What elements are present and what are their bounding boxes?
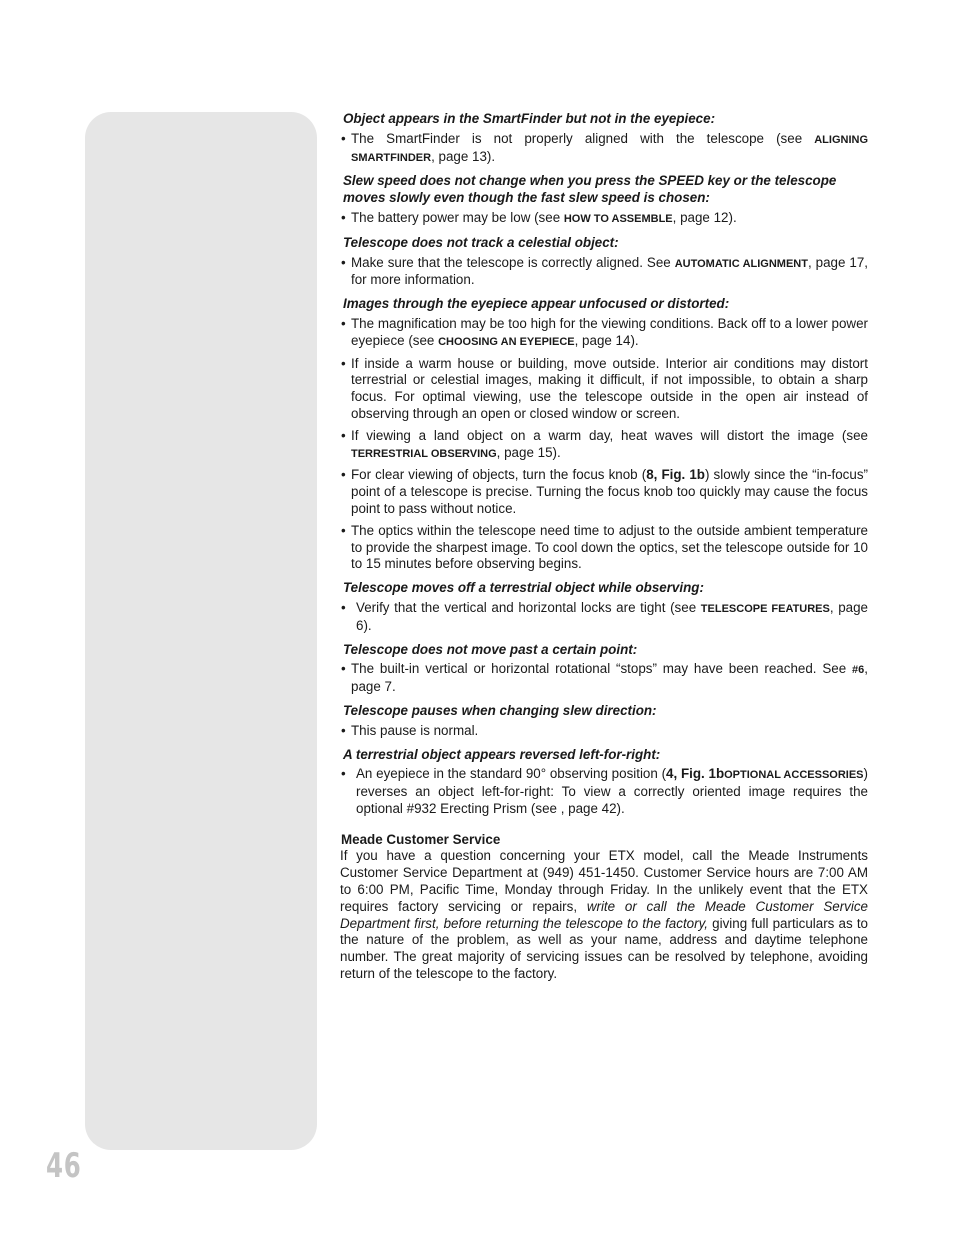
bullet-text [351,523,868,573]
bullet-text [351,723,868,740]
section-heading: Images through the eyepiece appear unfocused or distorted: [343,296,730,312]
section-heading: Telescope does not track a celestial object: [343,234,619,250]
section-reference: HOW TO ASSEMBLE [563,212,673,225]
page-number: 46 [46,1146,82,1186]
bullet-item [340,316,868,351]
bullet-text-part: , page 14). [574,332,639,348]
section-reference: TELESCOPE FEATURES [700,602,830,615]
service-italic-text: write or call the Meade Customer Service Department first, before returning the telescope to the factory, [340,898,868,931]
bullet-text-part: , page 13). [431,148,496,164]
troubleshooting-section [340,580,868,634]
bullet-text [351,210,868,228]
bullet-text-part: , page 6). [356,599,868,633]
section-heading: Telescope moves off a terrestrial object while observing: [343,580,704,596]
bullet-text-part: Make sure that the telescope is correctly aligned. See [351,254,675,270]
bullet-text-part: , page 42). [560,800,625,816]
bullet-marker: • [341,254,346,270]
section-heading: Object appears in the SmartFinder but not in the eyepiece: [343,111,716,126]
section-reference: TERRESTRIAL OBSERVING [351,447,497,460]
bullet-marker: • [341,130,346,146]
troubleshooting-section [340,747,868,818]
bullet-item [340,356,868,423]
bullet-marker: • [341,522,346,538]
bullet-marker: • [341,599,346,615]
troubleshooting-sections [340,111,868,818]
figure-reference: 4, Fig. 1b [666,766,725,782]
bullet-text-part: The built-in vertical or horizontal rotational “stops” may have been reached. See [351,661,853,677]
bullet-item [340,723,868,740]
section-heading: Telescope pauses when changing slew direction: [343,702,657,718]
bullet-marker: • [341,467,346,483]
sidebar-panel [85,112,317,1150]
bullet-text [351,661,868,696]
bullet-marker: • [341,315,346,331]
section-reference: #6 [852,664,865,677]
main-content [340,111,868,983]
bullet-text [356,600,868,635]
section-heading: Telescope does not move past a certain point: [343,641,638,657]
bullet-text-part: , page 12). [672,209,737,225]
bullet-text [351,316,868,351]
service-title: Meade Customer Service [341,831,501,847]
bullet-item [340,661,868,696]
bullet-text [351,356,868,423]
bullet-text [351,467,868,517]
service-text-2: giving full particulars as to the nature of the problem, as well as your name, address and daytime telephone number. The great majority of servicing issues can be resolved by telephone, avoiding return of the telescope to the factory. [340,915,868,982]
section-reference: AUTOMATIC ALIGNMENT [674,257,808,270]
troubleshooting-section [340,111,868,166]
bullet-text [351,255,868,290]
bullet-text-part: The magnification may be too high for the viewing conditions. Back off to a lower power eyepiece (see [351,315,868,348]
bullet-item [340,210,868,228]
figure-reference: 8, Fig. 1b [646,467,705,483]
troubleshooting-section [340,703,868,740]
troubleshooting-section [340,642,868,696]
bullet-marker: • [341,661,346,677]
service-body [340,848,868,982]
bullet-item [340,131,868,167]
bullet-text-part: The optics within the telescope need time to adjust to the outside ambient temperature to provide the sharpest image. To cool down the optics, set the telescope outside for 10 to 15 minutes before observing begins. [351,522,868,572]
bullet-item [340,255,868,290]
bullet-text-part: , page 7. [351,661,868,695]
section-reference: CHOOSING AN EYEPIECE [438,335,575,348]
section-heading: Slew speed does not change when you press the SPEED key or the telescope moves slowly even though the fast slew speed is chosen: [343,173,837,206]
bullet-text-part: If inside a warm house or building, move outside. Interior air conditions may distort terrestrial or celestial images, making it difficult, if not impossible, to obtain a sharp focus. For optimal viewing, use the telescope outside in the open air instead of observing through an open or closed window or screen. [351,355,868,421]
bullet-text [351,131,868,167]
bullet-text [351,428,868,463]
section-heading: A terrestrial object appears reversed left-for-right: [343,746,661,762]
bullet-text-part: For clear viewing of objects, turn the focus knob ( [351,467,647,483]
bullet-marker: • [341,427,346,443]
bullet-text-part: This pause is normal. [351,722,479,738]
bullet-item [340,600,868,635]
bullet-item [340,523,868,573]
bullet-marker: • [341,722,346,738]
bullet-text-part: The SmartFinder is not properly aligned with the telescope (see [351,130,815,146]
bullet-text-part: An eyepiece in the standard 90° observing position ( [356,766,667,782]
service-text-1: If you have a question concerning your ETX model, call the Meade Instruments Customer Service Department at (949) 451-1450. Customer Service hours are 7:00 AM to 6:00 PM, Pacific Time, Monday through Friday. In the unlikely event that the ETX requires factory servicing or repairs, [340,848,868,914]
troubleshooting-section [340,173,868,227]
bullet-text-part: The battery power may be low (see [351,209,564,225]
bullet-marker: • [341,766,346,782]
section-reference: OPTIONAL ACCESSORIES [724,769,864,782]
bullet-item [340,467,868,517]
bullet-marker: • [341,209,346,225]
troubleshooting-section [340,235,868,289]
bullet-text [356,766,868,817]
bullet-text-part: ) reverses an object left-for-right: To view a correctly oriented image requires the optional #932 Erecting Prism (see [356,766,868,816]
bullet-text-part: ) slowly since the “in-focus” point of a telescope is precise. Turning the focus knob too quickly may cause the focus point to pass without notice. [351,467,868,516]
bullet-text-part: If viewing a land object on a warm day, heat waves will distort the image (see [351,427,868,443]
bullet-text-part: , page 17, for more information. [351,254,868,288]
troubleshooting-section [340,296,868,573]
bullet-marker: • [341,355,346,371]
bullet-item [340,766,868,817]
section-reference: ALIGNING SMARTFINDER [351,133,868,164]
bullet-text-part: , page 15). [496,444,561,460]
bullet-text-part: Verify that the vertical and horizontal locks are tight (see [356,599,701,615]
bullet-item [340,428,868,463]
